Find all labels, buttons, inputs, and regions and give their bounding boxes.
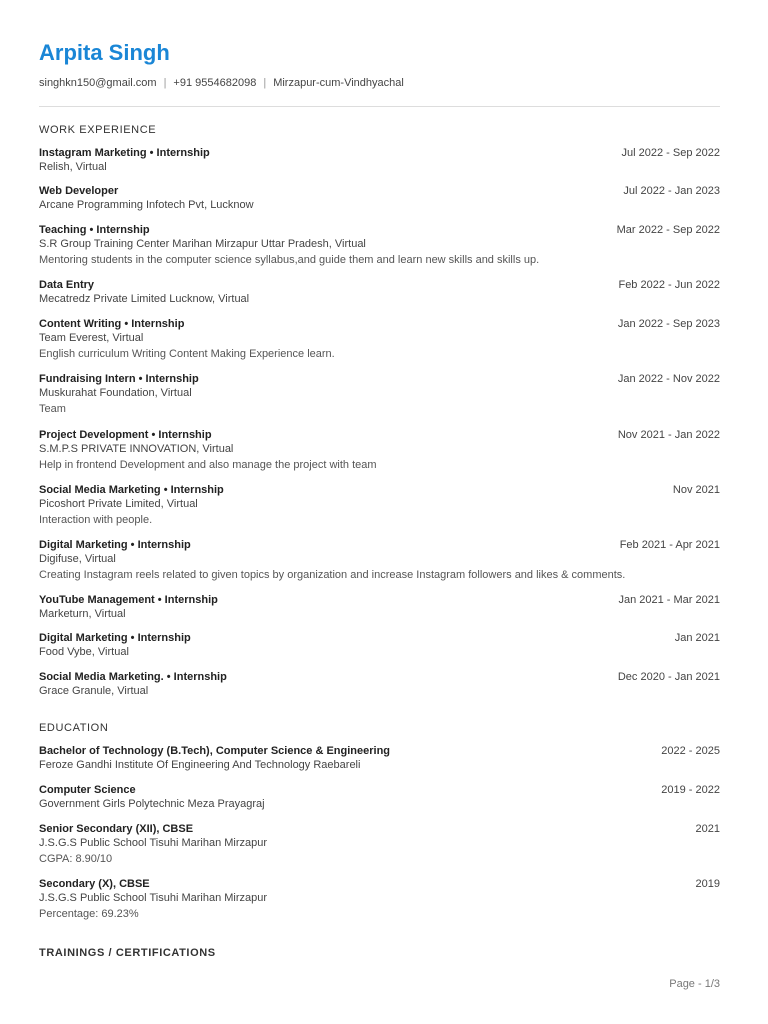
entry-date: Feb 2022 - Jun 2022 [618,279,720,291]
work-entry [39,185,720,211]
work-entry [39,373,720,415]
phone-text: +91 9554682098 [173,77,257,89]
entry-org: S.R Group Training Center Marihan Mirzapur Uttar Pradesh, Virtual [39,238,366,250]
entry-date: Nov 2021 - Jan 2022 [617,429,720,441]
entry-grade: CGPA: 8.90/10 [39,853,113,865]
work-entry [39,632,720,658]
work-entry [39,484,720,526]
entry-title: Bachelor of Technology (B.Tech), Computer Science & Engineering [39,745,391,757]
separator: | [263,77,267,89]
work-experience-heading: WORK EXPERIENCE [39,124,157,136]
entry-date: 2022 - 2025 [661,745,720,757]
entry-org: Grace Granule, Virtual [39,685,149,697]
entry-description: Help in frontend Development and also manage the project with team [39,459,377,471]
trainings-heading: TRAININGS / CERTIFICATIONS [39,947,216,959]
work-entry [39,147,720,173]
work-entry [39,539,720,581]
entry-date: Jan 2021 - Mar 2021 [618,594,720,606]
entry-description: Creating Instagram reels related to given topics by organization and increase Instagram followers and likes & comments. [39,569,626,581]
work-entry [39,318,720,360]
entry-org: J.S.G.S Public School Tisuhi Marihan Mirzapur [39,892,268,904]
entry-org: Arcane Programming Infotech Pvt, Lucknow [39,199,254,211]
location-text: Mirzapur-cum-Vindhyachal [273,77,404,89]
entry-title: Data Entry [39,279,95,291]
entry-org: Muskurahat Foundation, Virtual [39,387,192,399]
entry-title: Content Writing • Internship [39,318,185,330]
entry-title: Social Media Marketing • Internship [39,484,224,496]
email-text: singhkn150@gmail.com [39,77,157,89]
entry-description: Team [39,403,66,415]
education-entry [39,878,720,920]
entry-title: Digital Marketing • Internship [39,539,191,551]
work-entry [39,224,720,266]
work-entry [39,671,720,697]
entry-date: 2019 [695,878,720,890]
entry-org: S.M.P.S PRIVATE INNOVATION, Virtual [39,443,234,455]
entry-title: Web Developer [39,185,119,197]
entry-title: Senior Secondary (XII), CBSE [39,823,194,835]
entry-title: Digital Marketing • Internship [39,632,191,644]
entry-org: Picoshort Private Limited, Virtual [39,498,198,510]
entry-date: 2019 - 2022 [661,784,720,796]
entry-date: Nov 2021 [672,484,720,496]
work-entry [39,279,720,305]
entry-date: Feb 2021 - Apr 2021 [619,539,720,551]
entry-org: Feroze Gandhi Institute Of Engineering And Technology Raebareli [39,759,361,771]
work-entry [39,429,720,471]
entry-org: J.S.G.S Public School Tisuhi Marihan Mirzapur [39,837,268,849]
entry-title: Fundraising Intern • Internship [39,373,199,385]
entry-title: Teaching • Internship [39,224,150,236]
entry-date: Mar 2022 - Sep 2022 [616,224,720,236]
entry-title: Project Development • Internship [39,429,212,441]
entry-org: Team Everest, Virtual [39,332,144,344]
contact-line [39,77,404,89]
entry-org: Government Girls Polytechnic Meza Prayagraj [39,798,265,810]
entry-org: Relish, Virtual [39,161,107,173]
entry-org: Food Vybe, Virtual [39,646,129,658]
entry-description: Interaction with people. [39,514,153,526]
entry-title: Secondary (X), CBSE [39,878,150,890]
entry-date: Dec 2020 - Jan 2021 [617,671,720,683]
candidate-name: Arpita Singh [39,40,170,65]
entry-date: Jan 2022 - Sep 2023 [617,318,720,330]
entry-org: Digifuse, Virtual [39,553,116,565]
entry-description: Mentoring students in the computer science syllabus,and guide them and learn new skills and skills up. [39,254,540,266]
page-number: Page - 1/3 [669,978,720,990]
entry-org: Marketurn, Virtual [39,608,126,620]
entry-description: English curriculum Writing Content Making Experience learn. [39,348,335,360]
entry-title: YouTube Management • Internship [39,594,218,606]
entry-date: Jan 2021 [674,632,720,644]
education-entry [39,823,720,865]
entry-org: Mecatredz Private Limited Lucknow, Virtual [39,293,250,305]
header-divider [39,106,720,107]
education-entry [39,745,720,771]
entry-date: 2021 [695,823,720,835]
entry-date: Jul 2022 - Sep 2022 [621,147,720,159]
entry-date: Jan 2022 - Nov 2022 [617,373,720,385]
education-entry [39,784,720,810]
entry-title: Social Media Marketing. • Internship [39,671,227,683]
education-heading: EDUCATION [39,722,109,734]
entry-title: Instagram Marketing • Internship [39,147,210,159]
entry-title: Computer Science [39,784,136,796]
entry-date: Jul 2022 - Jan 2023 [623,185,720,197]
separator: | [163,77,167,89]
work-entry [39,594,720,620]
entry-grade: Percentage: 69.23% [39,908,139,920]
